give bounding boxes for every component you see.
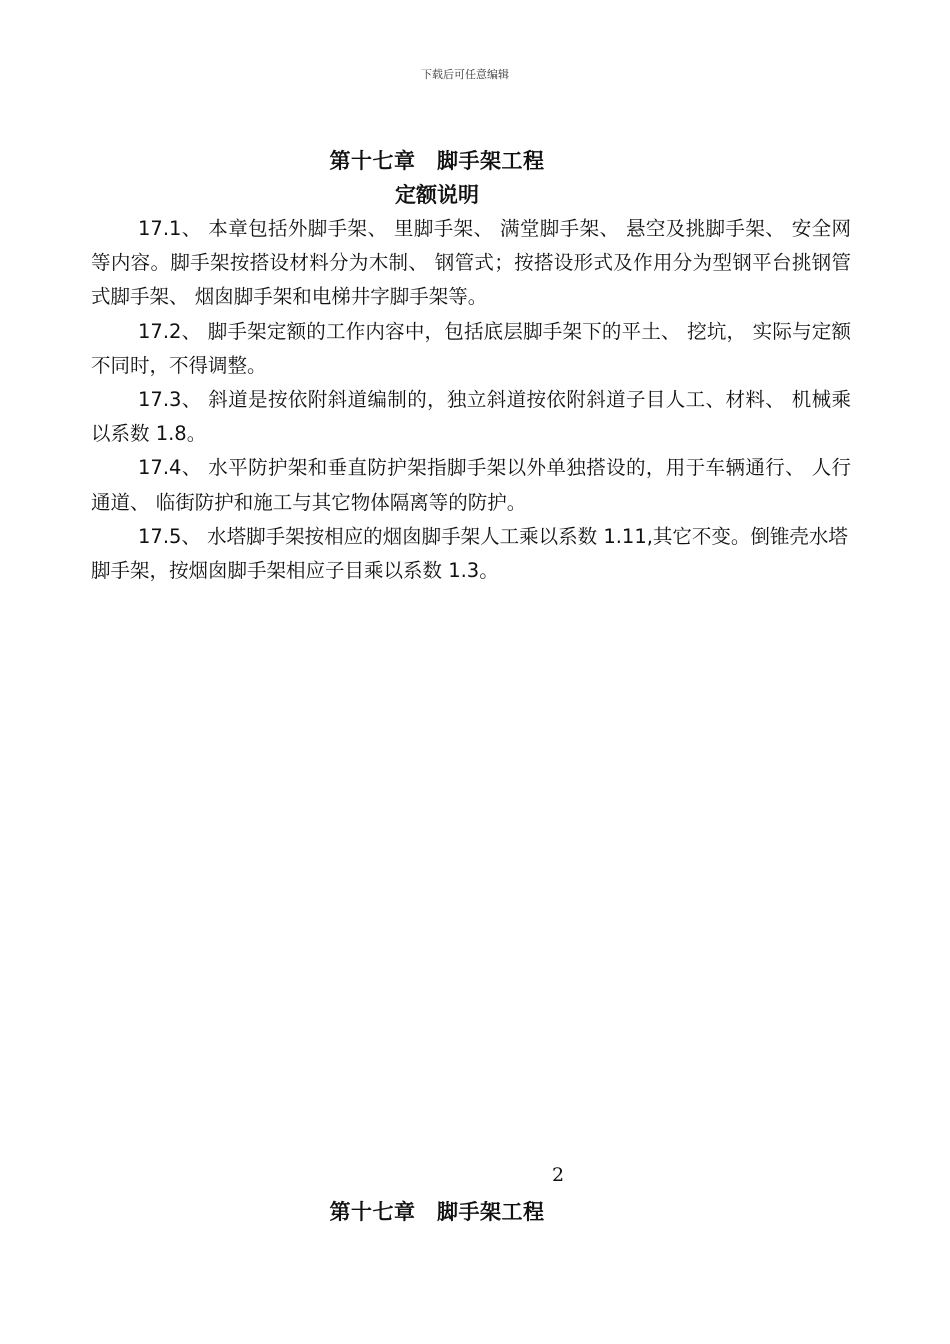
section-subtitle: 定额说明 [395, 183, 479, 207]
paragraph-17-4: 17.4、 水平防护架和垂直防护架指脚手架以外单独搭设的，用于车辆通行、 人行通道、 临街防护和施工与其它物体隔离等的防护。 [91, 456, 851, 514]
next-page-chapter-title: 第十七章 脚手架工程 [329, 1200, 545, 1224]
paragraph-17-1: 17.1、 本章包括外脚手架、 里脚手架、 满堂脚手架、 悬空及挑脚手架、 安全网等内容。脚手架按搭设材料分为木制、 钢管式；按搭设形式及作用分为型钢平台挑钢管式脚手架、 烟囱脚手架和电梯井字脚手架等。 [91, 217, 851, 309]
page-number: 2 [552, 1164, 565, 1186]
header-note: 下载后可任意编辑 [421, 68, 509, 81]
document-body [91, 212, 851, 588]
paragraph-17-5: 17.5、 水塔脚手架按相应的烟囱脚手架人工乘以系数 1.11,其它不变。倒锥壳水塔脚手架，按烟囱脚手架相应子目乘以系数 1.3。 [91, 524, 848, 583]
paragraph-17-2: 17.2、 脚手架定额的工作内容中，包括底层脚手架下的平土、 挖坑， 实际与定额不同时，不得调整。 [91, 319, 851, 377]
paragraph-17-3: 17.3、 斜道是按依附斜道编制的，独立斜道按依附斜道子目人工、材料、 机械乘以系数 1.8。 [91, 388, 851, 446]
chapter-title: 第十七章 脚手架工程 [329, 149, 545, 173]
